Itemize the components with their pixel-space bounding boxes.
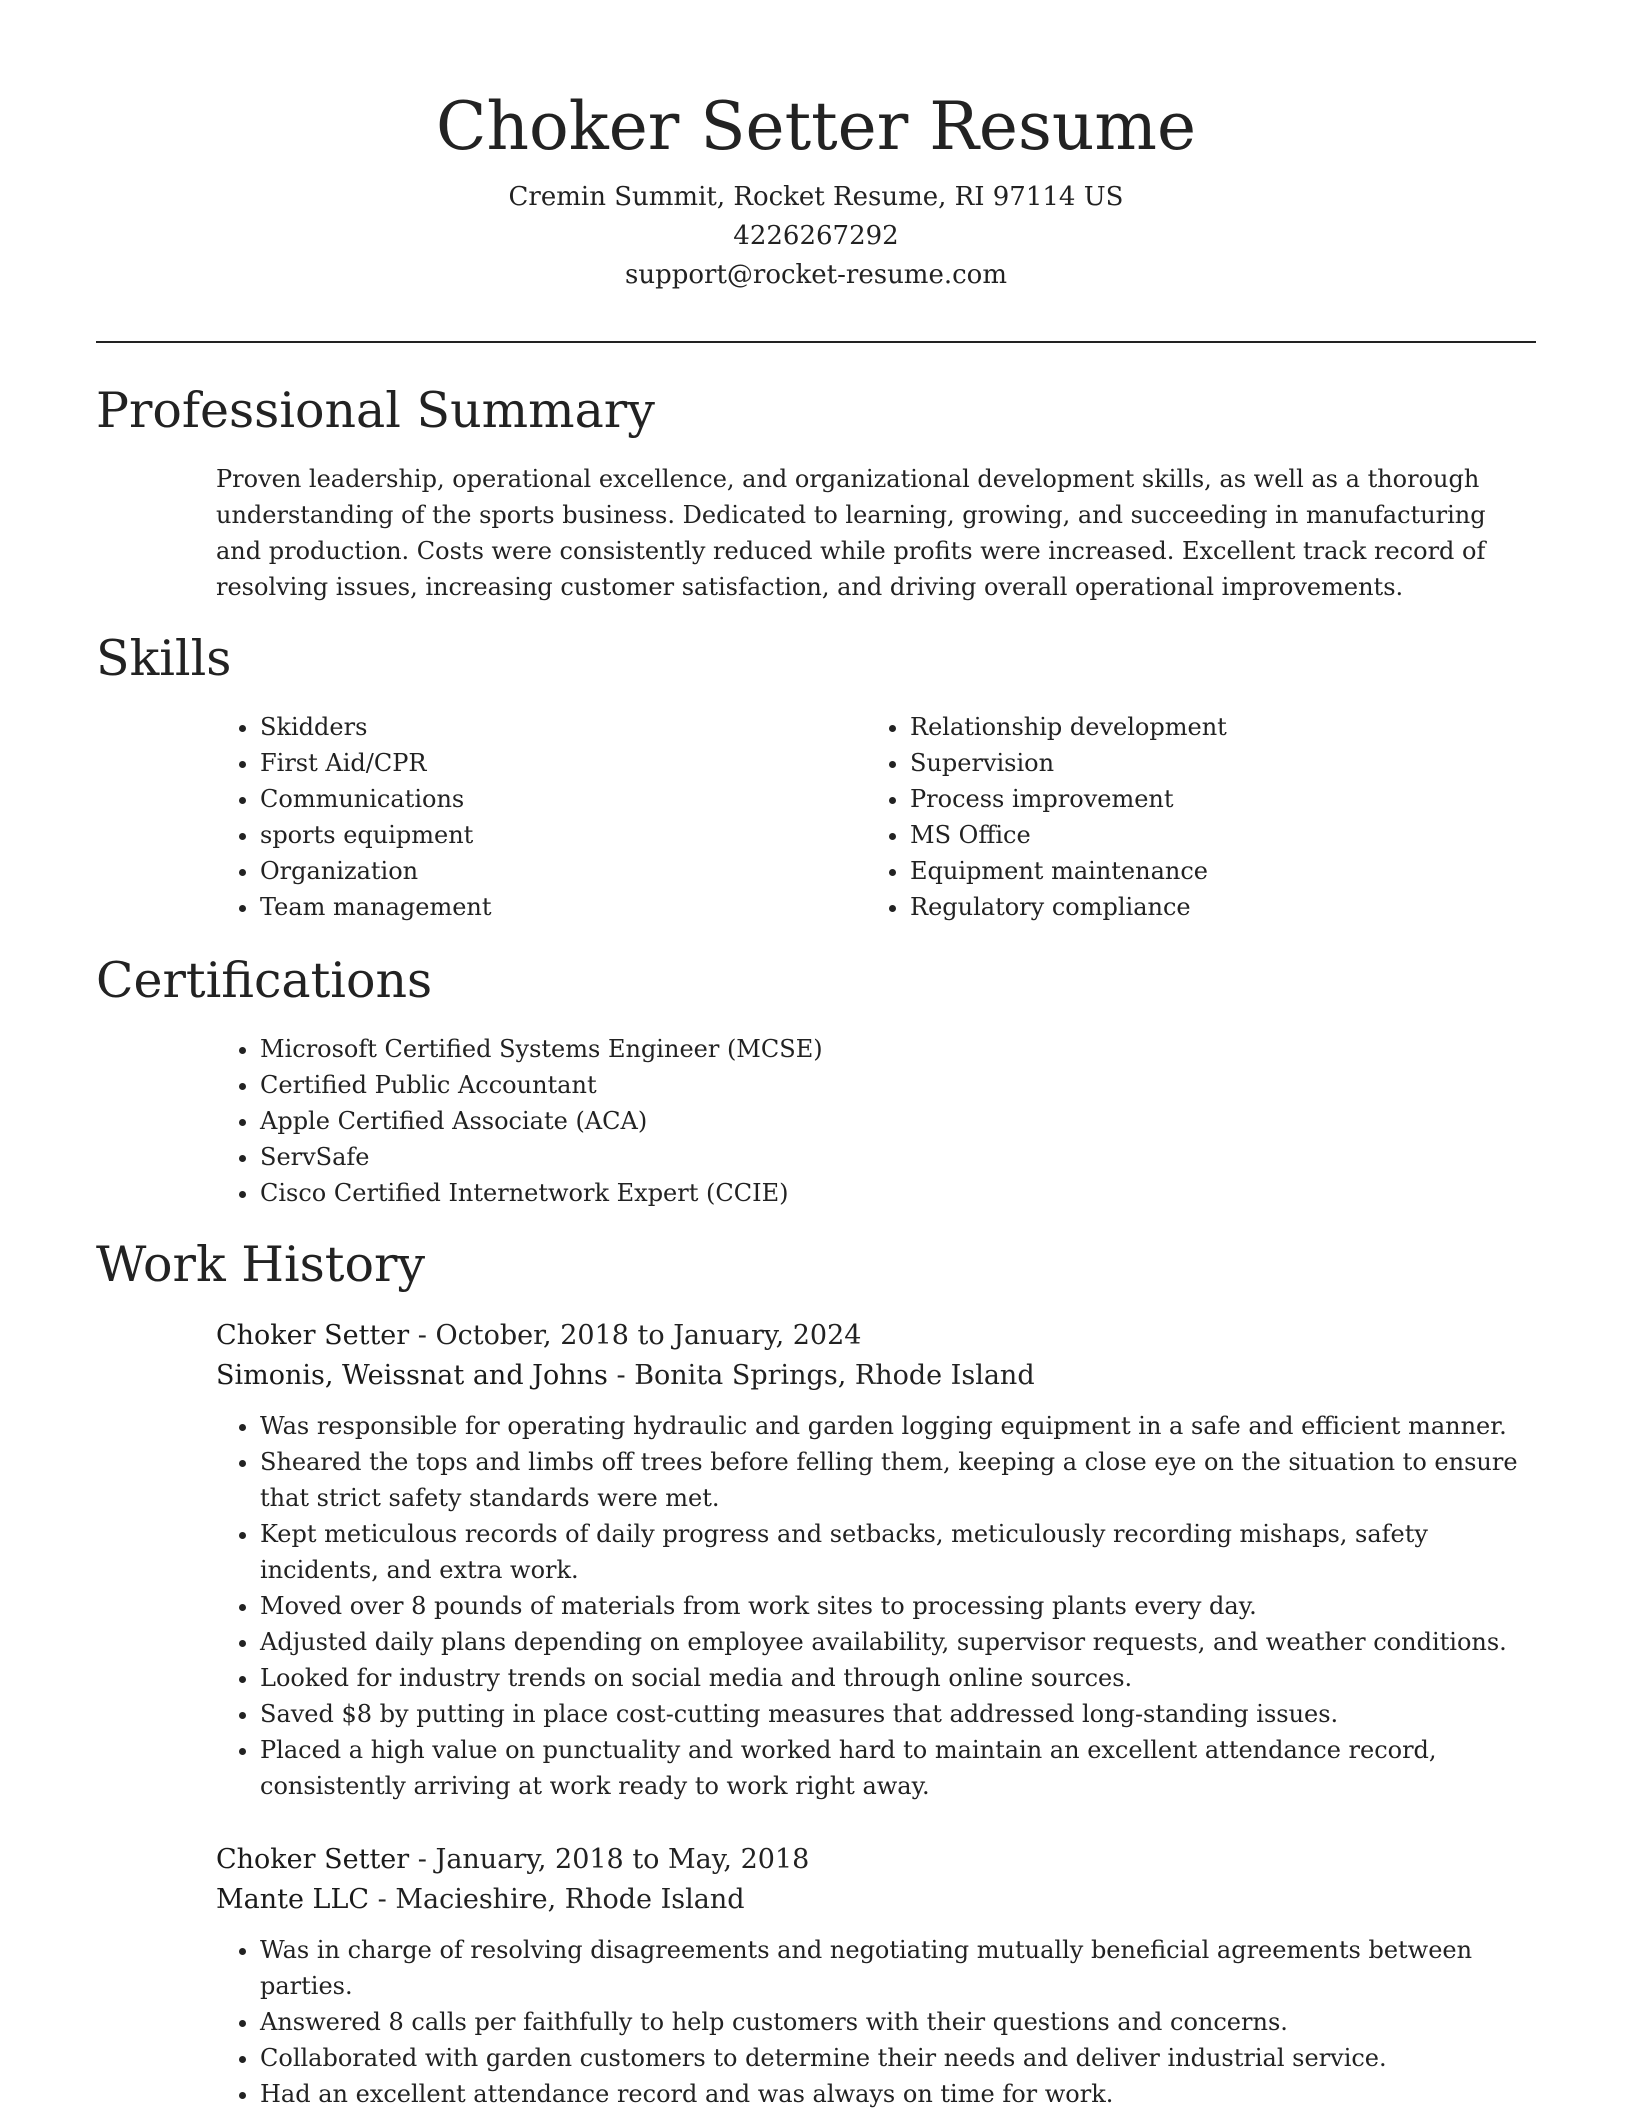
- skill-item: • First Aid/CPR: [260, 745, 816, 781]
- job-company: Mante LLC: [216, 1884, 370, 1915]
- skills-heading: Skills: [96, 630, 232, 687]
- job-duty: • Adjusted daily plans depending on employee availability, supervisor requests, and weather conditions.: [260, 1624, 1536, 1660]
- job-entry: [216, 1316, 1536, 1804]
- header-divider: [96, 341, 1536, 343]
- certifications-block: [216, 1031, 1416, 1211]
- job-duty: • Saved $8 by putting in place cost-cutting measures that addressed long-standing issues.: [260, 1696, 1536, 1732]
- job-company-line: [216, 1880, 1536, 1920]
- skill-item: • MS Office: [910, 817, 1486, 853]
- job-entry: [216, 1840, 1536, 2112]
- job-duty: • Looked for industry trends on social media and through online sources.: [260, 1660, 1536, 1696]
- job-duties-list: [216, 1408, 1536, 1804]
- job-duty: • Answered 8 calls per faithfully to help customers with their questions and concerns.: [260, 2004, 1536, 2040]
- contact-phone: 4226267292: [733, 221, 899, 251]
- job-role: Choker Setter: [216, 1844, 410, 1875]
- certification-item: • Certified Public Accountant: [260, 1067, 1416, 1103]
- skill-item: • Team management: [260, 889, 816, 925]
- skill-item: • Process improvement: [910, 781, 1486, 817]
- job-company: Simonis, Weissnat and Johns: [216, 1360, 608, 1391]
- skill-item: • Supervision: [910, 745, 1486, 781]
- skill-item: • sports equipment: [260, 817, 816, 853]
- certification-item: • Apple Certified Associate (ACA): [260, 1103, 1416, 1139]
- contact-email: support@rocket-resume.com: [624, 260, 1007, 290]
- job-duties-list: [216, 1932, 1536, 2112]
- job-duty: • Moved over 8 pounds of materials from work sites to processing plants every day.: [260, 1588, 1536, 1624]
- job-title-line: [216, 1316, 1536, 1356]
- summary-heading: Professional Summary: [96, 382, 655, 439]
- job-duty: • Placed a high value on punctuality and worked hard to maintain an excellent attendance record, consistently arriving at work ready to work right away.: [260, 1732, 1536, 1804]
- certification-item: • Microsoft Certified Systems Engineer (MCSE): [260, 1031, 1416, 1067]
- job-company-line: [216, 1356, 1536, 1396]
- certifications-list: [216, 1031, 1416, 1211]
- skill-item: • Skidders: [260, 709, 816, 745]
- skill-item: • Relationship development: [910, 709, 1486, 745]
- certifications-heading: Certifications: [96, 952, 433, 1009]
- job-duty: • Was responsible for operating hydraulic and garden logging equipment in a safe and efficient manner.: [260, 1408, 1536, 1444]
- job-duty: • Kept meticulous records of daily progress and setbacks, meticulously recording mishaps, safety incidents, and extra work.: [260, 1516, 1536, 1588]
- contact-block: [0, 178, 1632, 295]
- summary-text: Proven leadership, operational excellence, and organizational development skills, as well as a thorough understanding of the sports business. Dedicated to learning, growing, and succeeding in manufacturing and production. Costs were consistently reduced while profits were increased. Excellent track record of resolving issues, increasing customer satisfaction, and driving overall operational improvements.: [216, 465, 1486, 601]
- certification-item: • Cisco Certified Internetwork Expert (CCIE): [260, 1175, 1416, 1211]
- resume-title: Choker Setter Resume: [436, 88, 1196, 165]
- job-dates: - January, 2018 to May, 2018: [409, 1844, 810, 1875]
- skill-item: • Regulatory compliance: [910, 889, 1486, 925]
- job-duty: • Had an excellent attendance record and was always on time for work.: [260, 2076, 1536, 2112]
- contact-address: Cremin Summit, Rocket Resume, RI 97114 US: [508, 182, 1124, 212]
- skills-column-left: [216, 709, 816, 925]
- certification-item: • ServSafe: [260, 1139, 1416, 1175]
- job-location: - Bonita Springs, Rhode Island: [607, 1360, 1035, 1391]
- job-location: - Macieshire, Rhode Island: [369, 1884, 745, 1915]
- skills-column-right: [866, 709, 1486, 925]
- job-dates: - October, 2018 to January, 2024: [409, 1320, 862, 1351]
- skills-list-right: [866, 709, 1486, 925]
- job-duty: • Was in charge of resolving disagreements and negotiating mutually beneficial agreements between parties.: [260, 1932, 1536, 2004]
- job-duty: • Collaborated with garden customers to determine their needs and deliver industrial service.: [260, 2040, 1536, 2076]
- skill-item: • Communications: [260, 781, 816, 817]
- skills-list-left: [216, 709, 816, 925]
- job-title-line: [216, 1840, 1536, 1880]
- skill-item: • Equipment maintenance: [910, 853, 1486, 889]
- resume-header: [0, 0, 1632, 295]
- job-role: Choker Setter: [216, 1320, 410, 1351]
- job-duty: • Sheared the tops and limbs off trees before felling them, keeping a close eye on the situation to ensure that strict safety standards were met.: [260, 1444, 1536, 1516]
- work-history-heading: Work History: [96, 1236, 426, 1293]
- skill-item: • Organization: [260, 853, 816, 889]
